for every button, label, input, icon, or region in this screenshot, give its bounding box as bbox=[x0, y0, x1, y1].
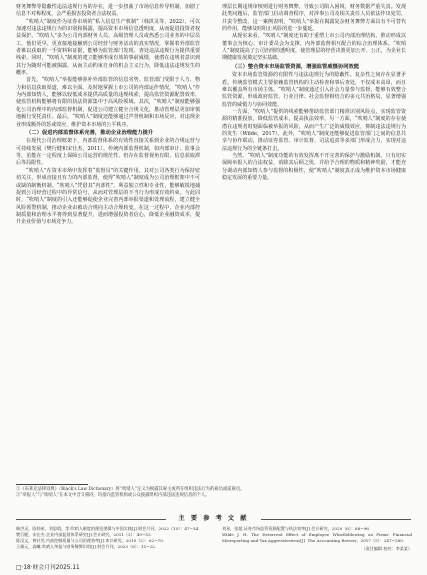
body-paragraph: “吹哨人”制度作为证券市场的“私人信息生产机制”（韩洪灵等，2022），可以加速对违法违规行为的识别和揭露，提高资本市场信息透明度，从而促进投资者权益保护。“吹哨人”多为公司内部财务人员、高级管理人员或热悉公司业务的中层员工，他们更早、更直接地接触到公司经营与财务活动的真实情况，掌握着外部监管者难以获取的一手资料和证据，能够为监管部门发现、查处违法违规行为提供重要线索。同时，“吹哨人”制度的建立能够形成有效的事前威慑，使潜在违规者意识到其行为随时可能被揭露，从而主动约束自身的机会主义行为，降低违法违规发生的概率。 bbox=[16, 18, 200, 77]
body-paragraph: 在现代公司治理框架下，内部监督体系的有效性直接关系到企业的合规运营与可持续发展（樊行健和宋仕杰，2011）。传统内部监督机制，如内部审计、监事会等，虽能在一定程度上保障公司运营的规范性，但存在监督视角有限、信息获取滞后等局限性。 bbox=[16, 138, 200, 167]
body-paragraph: 理层长期违规审核则进行财务舞弊，导致公司陷入困境，财务数据严重失真。发现此类问题后，监管部门启动调查程序，对涉事公司及相关责任人员依法作出处罚，并责令整改。这一案例表明，“吹哨人”举报在揭露复杂财务舞弊方面具有不可替代的作用，能够及时阻止风险的进一步蔓延。 bbox=[222, 4, 406, 33]
body-paragraph: 一方面，“吹哨人”提供的线索能够帮助监管部门精准识别风险点，实现监管资源的精准投放，降低监管成本，提高执法效率。另一方面，“吹哨人”制度的存在使潜在违规者时刻面临被举报的风险，从而产生广泛的威慑效应，抑制违法违规行为的发生（Wilde，2017）。此外，“吹哨人”制度还能够促进监管部门之间的信息共享与协作联动，推动证券监管、审计监督、司法追责等多部门形成合力，实现对违法违规行为的全链条打击。 bbox=[222, 109, 406, 152]
footnotes bbox=[16, 487, 411, 499]
footnote-1: ①《布莱克法律词典》（Black's Law Dictionary）将“吹哨人”定义为揭露其雇主或所在组织违法行为的雇员或前雇员。 bbox=[16, 487, 245, 492]
references-header bbox=[16, 514, 411, 524]
section-heading: （二）促进内部监督体系完善，推动企业治理能力提升 bbox=[26, 129, 154, 136]
reference-item: 王雄元，高曦.吹哨人举报与财务舞弊识别[J].财会月刊，2023（8）：15~22. bbox=[16, 543, 156, 549]
reference-item: 刘星，张超.证券市场监管资源配置与执法效率[J].会计研究，2020（6）：88~96. bbox=[222, 526, 371, 531]
reference-item: 韩洪灵，陈帅弟，刘思琪，等.吹哨人制度的理论逻辑与中国实践[J].财会月刊，2022（15）：47~54. bbox=[16, 526, 200, 531]
body-paragraph: “吹哨人”在资本市场中发挥着“监督员”的关键作用，其对公司各类行为保持密切关注，形成直接且有力的内部监督，使得“吹哨人”制度成为公司治理框架中不可或缺的制衡机制。“吹哨人”凭借其“内部性”、利益独立性和专业性，能够敏锐地捕捉到公司经营过程中的异常信号，从而对管理层的不当行为形成有效约束。与此同时，“吹哨人”制度的引入还能够促使企业完善内部举报渠道和处理流程，建立健全风险预警机制，推动企业由被动合规向主动合规转变。在这一过程中，企业内部控制质量和治理水平将得到显著提升，进而增强投资者信心，降低企业融资成本，提升企业价值与市场竞争力。 bbox=[16, 167, 200, 226]
body-paragraph: 首先，“吹哨人”举报能够弥补外部监管的信息劣势。监管部门受限于人力、物力和信息获取渠道，难以全面、及时地掌握上市公司的内部运作情况。“吹哨人”作为内部知情人，能够以较低成本提供高质量的违规线索，提高监管资源配置效率，使监管机构能够将有限的执法资源集中于高风险领域。其次，“吹哨人”制度能够强化公司治理中的内部监督机制，促进公司建立健全合规文化，推动管理层更加审慎地履行受托责任。最后，“吹哨人”制度还能够通过声誉机制和市场反应，对违规企业形成额外的惩戒效应，维护资本市场的公平秩序。 bbox=[16, 77, 200, 128]
references-rule-right bbox=[261, 519, 411, 520]
reference-item: 陈汉文，黄轩昊.内部控制质量与公司治理效率[J].审计研究，2019（2）：62~70. bbox=[16, 537, 165, 543]
body-paragraph: 从现实来看，“吹哨人”制度还有助于重塑上市公司内部治理结构，推动形成以董事会为核心、审计委员会为支撑、内外部监督相互配合的综合治理体系。“吹哨人”制度提高了公司治理的透明度，使管理层的经营决策更加公开、公正，为企业长期健康发展奠定坚实基础。 bbox=[222, 33, 406, 62]
references-title: 主 要 参 考 文 献 bbox=[178, 515, 249, 522]
left-column bbox=[16, 4, 200, 227]
page-number: □·18·财会月刊2025.11 bbox=[16, 565, 80, 571]
footnote-rule bbox=[16, 484, 88, 485]
reference-item: Wilde J. H. The Deterrent Effect of Employee Whistleblowing on Firms' Financial Misreporting and Tax Aggressiveness[J]. The Accounting Review，2017（5）：247~280. bbox=[222, 531, 412, 543]
body-paragraph: 资本市场监管资源的有限性与违法违规行为的隐蔽性、复杂性之间存在显著矛盾。传统监管模式主要依赖监管机构的主动检查和事后查处，不仅成本高昂，而且难以覆盖所有市场主体。“吹哨人”制度通过引入社会力量参与监督，能够有效整合监管资源，形成政府监管、行业自律、社会监督相结合的多元共治格局，显著增强监管的威慑力与协同效能。 bbox=[222, 72, 406, 108]
references-right bbox=[222, 526, 412, 552]
reference-item: 樊行健，宋仕杰.企业内部监督体系研究[J].会计研究，2011（3）：49~53. bbox=[16, 531, 152, 537]
editor-note: （责任编辑·校对：李某某） bbox=[361, 545, 412, 551]
footnote-2: ②“举报人”与“吹哨人”在本文中含义相同，均指向监管机构或公众披露组织内部违法违规信息的个人。 bbox=[16, 493, 210, 498]
section-heading: （三）整合资本市场监管资源，增强监管威慑协同效能 bbox=[232, 63, 360, 70]
body-paragraph: 财务舞弊等隐蔽性违法违规行为的存在，进一步扭曲了市场信息传导机制，加剧了信息不对称程度，会严重损害投资者合法权益。 bbox=[16, 4, 200, 18]
references-left bbox=[16, 526, 206, 550]
body-paragraph: 当然，“吹哨人”制度功能的有效发挥离不开完善的保护与激励机制。只有切实保障举报人的合法权益，消除其后顾之忧，并给予合理的物质和精神奖励，才能充分调动内部知情人参与监督的积极性，使“吹哨人”制度真正成为维护资本市场健康稳定发展的重要力量。 bbox=[222, 153, 406, 182]
right-column bbox=[222, 4, 406, 183]
